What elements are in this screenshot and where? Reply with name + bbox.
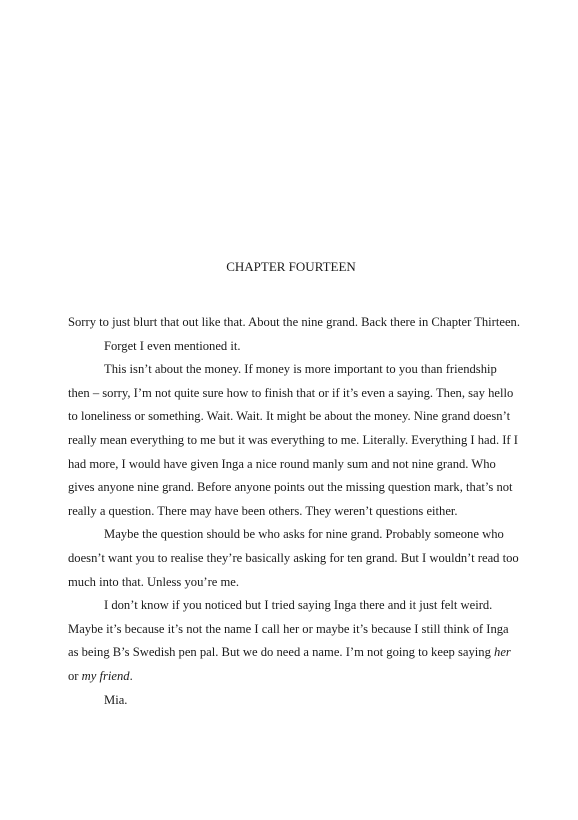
paragraph-5-text-before: I don’t know if you noticed but I tried saying Inga there and it just felt weird. Maybe it’s because it’s not the name I call her or maybe it’s because I still think of Inga as being B’s Swedish pen pal. But we do need a name. I’m not going to keep saying xyxy=(68,598,509,660)
paragraph-1: Sorry to just blurt that out like that. About the nine grand. Back there in Chapter Thirteen. xyxy=(68,315,520,329)
paragraph-5-italic-her: her xyxy=(494,645,511,660)
paragraph-6: Mia. xyxy=(104,692,128,707)
paragraph-5-text-after: . xyxy=(129,668,133,683)
paragraph-3: This isn’t about the money. If money is more important to you than friendship then – sorry, I’m not quite sure how to finish that or if it’s even a saying. Then, say hello to loneliness or something. Wait. Wait. It might be about the money. Nine grand doesn’t really mean everything to me but it was everything to me. Literally. Everything I had. If I had more, I would have given Inga a nice round manly sum and not nine grand. Who gives anyone nine grand. Before anyone points out the missing question mark, that’s not really a question. There may have been others. They weren’t questions either. xyxy=(68,362,518,518)
chapter-body xyxy=(68,311,520,712)
paragraph-5-italic-my-friend: my friend xyxy=(81,668,130,683)
paragraph-5 xyxy=(68,594,520,688)
paragraph-2: Forget I even mentioned it. xyxy=(104,338,241,353)
paragraph-5-text-middle: or xyxy=(68,668,82,683)
chapter-heading: CHAPTER FOURTEEN xyxy=(226,259,356,274)
paragraph-4: Maybe the question should be who asks for nine grand. Probably someone who doesn’t want you to realise they’re basically asking for ten grand. But I wouldn’t read too much into that. Unless you’re me. xyxy=(68,527,519,589)
